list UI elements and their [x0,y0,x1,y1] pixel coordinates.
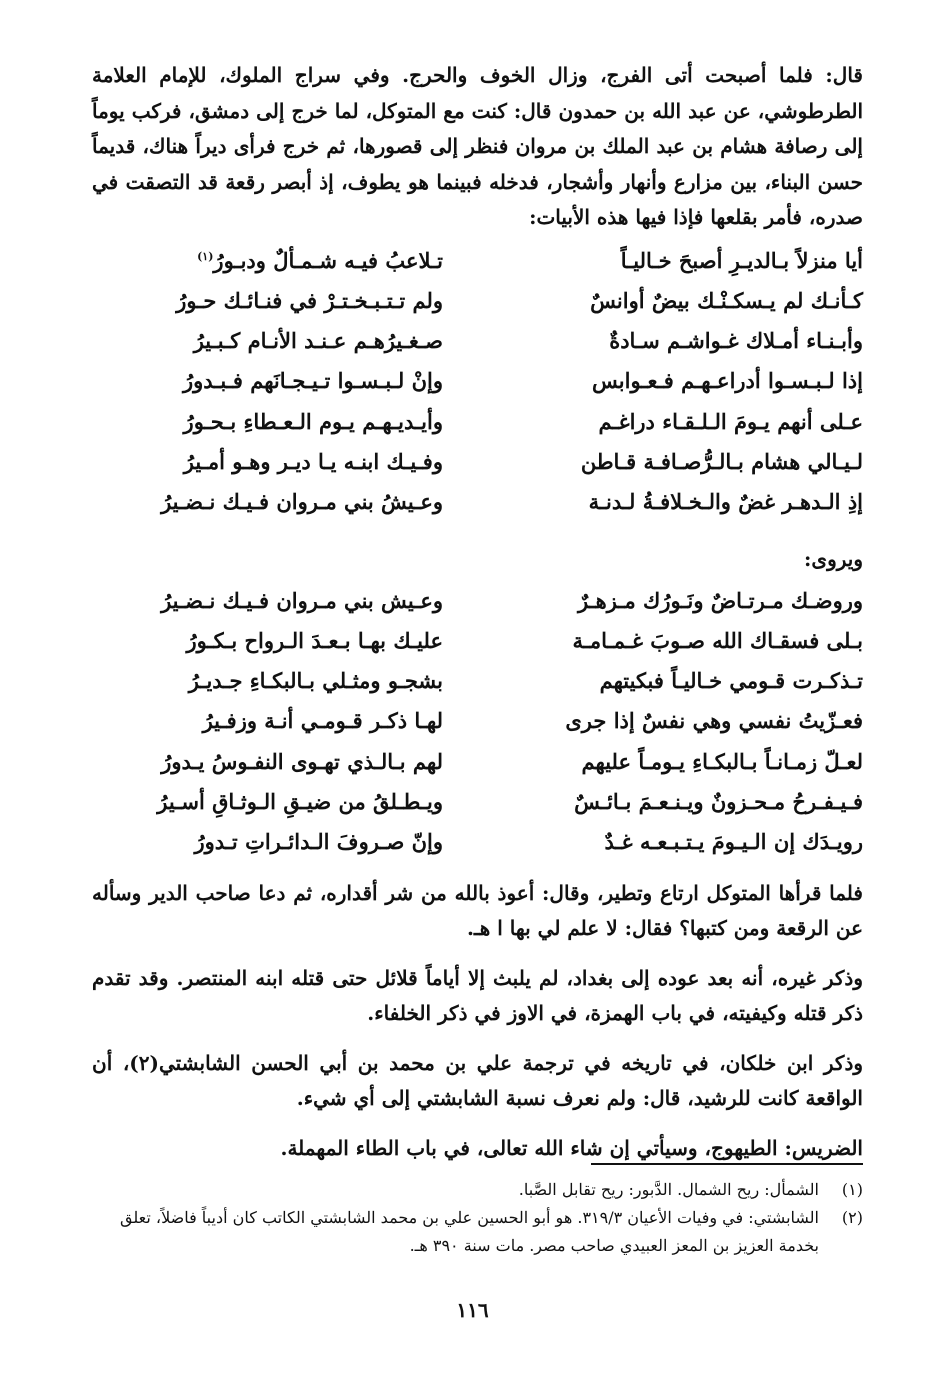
verse-first-hemistich: فـيـفـرحُ مـحـزونٌ ويـنـعـمَ بـائـسٌ [574,789,863,815]
poem-first [92,244,863,526]
verse [92,785,863,825]
paragraph-text: فلما قرأها المتوكل ارتاع وتطير، وقال: أعوذ بالله من شر أقداره، ثم دعا صاحب الدير وسأله عن الرقعة ومن كتبها؟ فقال: لا علم لي بها ا هـ. [92,880,863,941]
verse-second-hemistich: لهم بـالـذي تهـوى النفـوسُ يـدورُ [161,748,443,774]
intro-label: قال: [825,63,863,87]
verse-second-hemistich: وأيـديـهـم يـوم الـعـطاءِ بـحـورُ [183,408,443,434]
verse-first-hemistich: تـذكـرت قـومي خـاليـاً فبكيتهم [599,668,863,694]
intro-text: فلما أصبحت أتى الفرج، وزال الخوف والحرج. وفي سراج الملوك، للإمام العلامة الطرطوشي، عن عبد الله بن حمدون قال: كنت مع المتوكل، لما خرج إلى دمشق، فركب يوماً إلى رصافة هشام بن عبد الملك بن مروان فنظر إلى قصورها، ثم خرج فرأى ديراً هناك، قديماً حسن البناء، بين مزارع وأنهار وأشجار، فدخله فبينما هو يطوف، إذ أبصر رقعة قد التصقت في صدره، فأمر بقلعها فإذا فيها هذه الأبيات: [92,63,863,229]
verse [92,324,863,364]
footnote-ref-1: (١) [197,249,214,263]
intro-paragraph [92,58,863,236]
verse [92,624,863,664]
verse-first-hemistich: إذِ الـدهـر غضٌ والـخـلافـةُ لـدنـة [588,489,863,515]
verse-second-hemistich [113,248,443,273]
verse-first-hemistich: عـلى أنهم يـومَ الـلـقـاء دراغـم [598,408,863,434]
verse-second-text: تـلاعبُ فيـه شـمـألٌ ودبـورُ [213,247,443,273]
verse [92,405,863,445]
verse-first-hemistich: أيا منزلاً بـالديـرِ أصبحَ خـاليـاً [620,247,863,273]
verse-second-hemistich: لهـا ذكـر قـومـي أنـة وزفـيرُ [202,708,443,734]
verse [92,445,863,485]
poem-second [92,584,863,866]
verse-first-hemistich: لعـلّ زمـانـاً بـالبكـاءِ يـومـاً عليهم [581,748,863,774]
footnote-number: (٢) [841,1208,863,1227]
verse [92,704,863,744]
paragraph-text: وذكر ابن خلكان، في تاريخه في ترجمة علي بن محمد بن أبي الحسن الشابشتي(٢)، أن الواقعة كانت للرشيد، قال: ولم نعرف نسبة الشابشتي إلى أي شيء. [92,1050,864,1111]
verse [92,664,863,704]
verse [92,244,863,284]
verse-second-hemistich: وإنّ صـروفَ الـدائـراتِ تـدورُ [194,829,443,855]
verse-second-hemistich: صـغـيرُهـم عـنـد الأنـام كـبـيرُ [193,328,443,354]
footnotes [92,1176,863,1260]
verse-second-hemistich: وإنْ لـبـسـوا تـيـجـانَهم فـبـدورُ [182,368,443,394]
final-paragraph [92,1131,863,1167]
verse [92,584,863,624]
final-label: الضريس: [784,1135,863,1160]
footnote-number: (١) [841,1180,863,1199]
verse-first-hemistich: فعـزّيتُ نفسي وهي نفسٌ إذا جرى [565,708,863,734]
footnote-text: الشابشتي: في وفيات الأعيان ٣١٩/٣. هو أبو الحسين علي بن محمد الشابشتي الكاتب كان أديباً فاضلاً، تعلق بخدمة العزيز بن المعز العبيدي صاحب مصر. مات سنة ٣٩٠ هـ. [120,1208,819,1255]
verse [92,364,863,404]
verse-second-hemistich: وعـيش بني مـروان فـيـك نـضـيرُ [161,587,443,613]
verse-second-hemistich: ولم تـتـبـخـتـرْ في فنـائـك حـورُ [176,287,443,313]
verse-first-hemistich: رويـدَك إن الـيـومَ يـتـبـعـه غـدٌ [604,829,863,855]
verse [92,825,863,865]
verse-second-hemistich: بشجـو ومثـلي بـالبكـاءِ جـديـرُ [188,668,443,694]
body-paragraph [92,1046,863,1117]
verse-second-hemistich: وعـيشُ بني مـروان فـيـك نـضـيرُ [161,489,443,515]
paragraph-text: وذكر غيره، أنه بعد عوده إلى بغداد، لم يلبث إلا أياماً قلائل حتى قتله ابنه المنتصر. وقد تقدم ذكر قتله وكيفيته، في باب الهمزة، في الاوز في ذكر الخلفاء. [92,965,863,1026]
verse [92,284,863,324]
footnote [92,1176,863,1204]
final-text: الطيهوج، وسيأتي إن شاء الله تعالى، في باب الطاء المهملة. [280,1135,778,1160]
footnote-text: الشمأل: ريح الشمال. الدَّبور: ريح تقابل الصَّبا. [518,1180,819,1199]
page-number: ١١٦ [456,1298,489,1322]
footnote [92,1204,863,1260]
verse-first-hemistich: وأبـنـاء أمـلاك غـواشـم سـادةٌ [609,328,863,354]
footnote-divider [591,1163,863,1165]
verse-first-hemistich: إذا لـبـسـوا أدراعـهـم فـعـوابس [592,368,863,394]
verse-first-hemistich: كـأنـك لم يـسكـنْـك بيضٌ أوانسٌ [590,287,863,313]
verse-second-hemistich: ويـطـلقُ من ضيـقِ الـوثـاقِ أسـيرُ [157,789,443,815]
verse-first-hemistich: وروضـك مـرتـاضٌ ونَـورُك مـزهـرٌ [577,587,863,613]
body-paragraph [92,961,863,1032]
verse-first-hemistich: لـيـالي هشام بـالـرُّصـافـة قـاطن [580,448,863,474]
verse-second-hemistich: وفـيـك ابنـه يـا ديـر وهـو أمـيرُ [183,448,443,474]
verse-first-hemistich: بـلى فسقـاك الله صـوبَ غـمـامـة [572,627,863,653]
verse-second-hemistich: عليـك بهـا بـعـدَ الـرواح بـكـورُ [186,627,443,653]
body-paragraph [92,876,863,947]
verse [92,485,863,525]
variant-heading: ويروى: [804,546,863,571]
verse [92,745,863,785]
